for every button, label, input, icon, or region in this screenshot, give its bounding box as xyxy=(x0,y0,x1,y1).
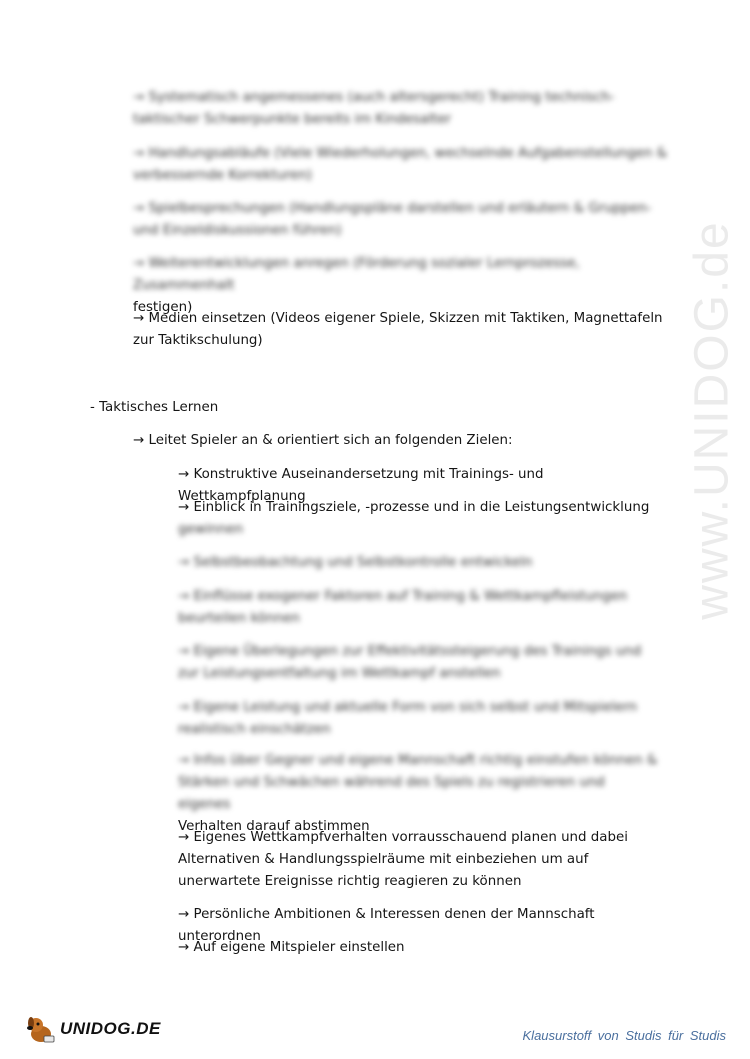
paragraph-training-schwerpunkte: → Systematisch angemessenes (auch altersgerecht) Training technisch-taktischer Schwerpunkte bereits im Kindesalter xyxy=(133,90,615,127)
footer-tagline: Klausurstoff von Studis für Studis xyxy=(522,1028,726,1043)
paragraph-weiterentwicklungen-clear: festigen) xyxy=(133,300,193,315)
section-intro: → Leitet Spieler an & orientiert sich an folgenden Zielen: xyxy=(133,433,513,448)
paragraph-spielbesprechungen: → Spielbesprechungen (Handlungspläne darstellen und erläutern & Gruppen- und Einzeldiskussionen führen) xyxy=(133,201,652,238)
goal-item: → Eigene Überlegungen zur Effektivitätssteigerung des Trainings und zur Leistungsentfaltung im Wettkampf anstellen xyxy=(178,644,642,681)
watermark: www.UNIDOG.de xyxy=(685,220,739,620)
paragraph-handlungsablaeufe: → Handlungsabläufe (Viele Wiederholungen, wechselnde Aufgabenstellungen & verbessernde Korrekturen) xyxy=(133,146,668,183)
goal-item: → Konstruktive Auseinandersetzung mit Trainings- und Wettkampfplanung xyxy=(178,467,544,504)
section-heading-taktisches-lernen: - Taktisches Lernen xyxy=(90,400,219,415)
logo-text: UNIDOG.DE xyxy=(60,1019,161,1038)
footer-logo[interactable] xyxy=(24,1012,161,1046)
goal-item: → Eigenes Wettkampfverhalten vorrausschauend planen und dabei Alternativen & Handlungsspielräume mit einbeziehen um auf unerwartete Ereignisse richtig reagieren zu können xyxy=(178,830,628,889)
goal-item xyxy=(178,750,658,838)
goal-item-blurred: gewinnen xyxy=(178,522,244,537)
goal-item: → Auf eigene Mitspieler einstellen xyxy=(178,940,405,955)
paragraph-weiterentwicklungen-blurred: → Weiterentwicklungen anregen (Förderung sozialer Lernprozesse, Zusammenhalt xyxy=(133,256,580,293)
goal-item: → Persönliche Ambitionen & Interessen denen der Mannschaft unterordnen xyxy=(178,907,595,944)
goal-item: → Einflüsse exogener Faktoren auf Training & Wettkampfleistungen beurteilen können xyxy=(178,589,628,626)
goal-item-clear: → Einblick in Trainingsziele, -prozesse und in die Leistungsentwicklung xyxy=(178,500,650,515)
paragraph-medien-einsetzen: → Medien einsetzen (Videos eigener Spiele, Skizzen mit Taktiken, Magnettafeln zur Taktikschulung) xyxy=(133,311,663,348)
goal-item-clear: Verhalten darauf abstimmen xyxy=(178,819,370,834)
dog-icon xyxy=(24,1012,58,1046)
goal-item xyxy=(178,497,658,541)
goal-item-blurred: → Infos über Gegner und eigene Mannschaft richtig einstufen können & Stärken und Schwächen während des Spiels zu registrieren und eigenes xyxy=(178,753,658,812)
goal-item: → Selbstbeobachtung und Selbstkontrolle entwickeln xyxy=(178,555,533,570)
goal-item: → Eigene Leistung und aktuelle Form von sich selbst und Mitspielern realistisch einschätzen xyxy=(178,700,638,737)
